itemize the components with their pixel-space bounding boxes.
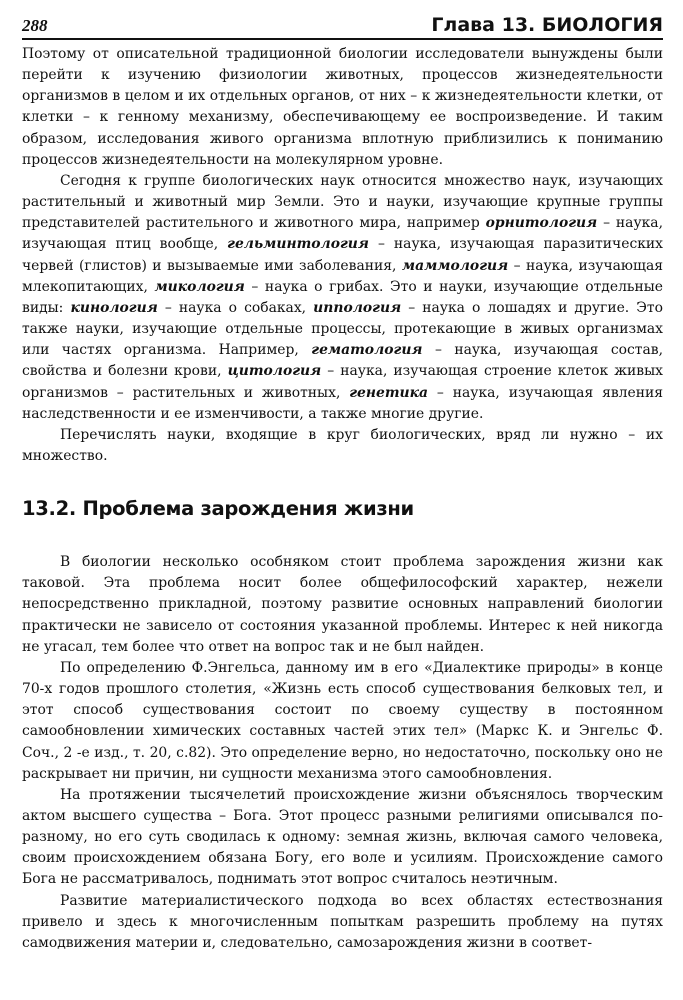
paragraph-7: Развитие материалистического подхода во всех областях естествознания привело и здесь к многочисленным попыткам разрешить проблему на путях самодвижения материи и, следовательно, самозарождения жизни в соответ- <box>22 892 663 951</box>
term-hematology: гематология <box>311 342 423 359</box>
term-ornithology: орнитология <box>485 215 598 232</box>
term-cytology: цитология <box>227 363 322 380</box>
paragraph-3: Перечислять науки, входящие в круг биологических, вряд ли нужно – их множество. <box>22 426 663 464</box>
paragraph-2: Сегодня к группе биологических наук относится множество наук, изучающих растительный и животный мир Земли. Это и науки, изучающие крупные группы представителей растительного и животного мира, например орнитология – наука, изучающая птиц вообще, гельминтология – наука, изучающая паразитических червей (глистов) и вызываемые ими заболевания, маммология – наука, изучающая млекопитающих, микология – наука о грибах. Это и науки, изучающие отдельные виды: кинология – наука о собаках, иппология – наука о лошадях и другие. Это также науки, изучающие отдельные процессы, протекающие в живых организмах или частях организма. Например, гематология – наука, изучающая состав, свойства и болезни крови, цитология – наука, изучающая строение клеток живых организмов – растительных и животных, генетика – наука, изучающая явления наследственности и ее изменчивости, а также многие другие. <box>22 172 663 422</box>
term-helminthology: гельминтология <box>227 236 369 253</box>
section-title: 13.2. Проблема зарождения жизни <box>22 497 414 521</box>
paragraph-6: На протяжении тысячелетий происхождение жизни объяснялось творческим актом высшего существа – Бога. Этот процесс разными религиями описывался по-разному, но его суть сводилась к одному: земная жизнь, включая самого человека, своим происхождением обязана Богу, его воле и усилиям. Происхождение самого Бога не рассматривалось, поднимать этот вопрос считалось неэтичным. <box>22 786 663 888</box>
page-number: 288 <box>22 16 48 35</box>
term-genetics: генетика <box>349 384 429 401</box>
paragraph-4: В биологии несколько особняком стоит проблема зарождения жизни как таковой. Эта проблема носит более общефилософский характер, нежели непосредственно прикладной, поэтому развитие основных направлений биологии практически не зависело от состояния указанной проблемы. Интерес к ней никогда не угасал, тем более что ответ на вопрос так и не был найден. <box>22 554 663 655</box>
term-mammalogy: маммология <box>401 257 509 274</box>
running-header <box>22 10 663 40</box>
paragraph-1: Поэтому от описательной традиционной биологии исследователи вынуждены были перейти к изучению физиологии животных, процессов жизнедеятельности организмов в целом и их отдельных органов, от них – к жизнедеятельности клетки, от клетки – к генному механизму, обеспечивающему ее воспроизведение. И таким образом, исследования живого организма вплотную приблизились к пониманию процессов жизнедеятельности на молекулярном уровне. <box>22 46 663 168</box>
term-mycology: микология <box>154 278 245 295</box>
paragraph-5: По определению Ф.Энгельса, данному им в его «Диалектике природы» в конце 70-х годов прошлого столетия, «Жизнь есть способ существования белковых тел, и этот способ существования состоит по своему существу в постоянном самообновлении химических составных частей этих тел» (Маркс К. и Энгельс Ф. Соч., 2 -е изд., т. 20, с.82). Это определение верно, но недостаточно, поскольку оно не раскрывает ни причин, ни сущности механизма этого самообновления. <box>22 659 663 782</box>
term-cynology: кинология <box>70 299 158 316</box>
term-hippology: иппология <box>313 299 402 316</box>
chapter-title: Глава 13. БИОЛОГИЯ <box>431 14 663 36</box>
